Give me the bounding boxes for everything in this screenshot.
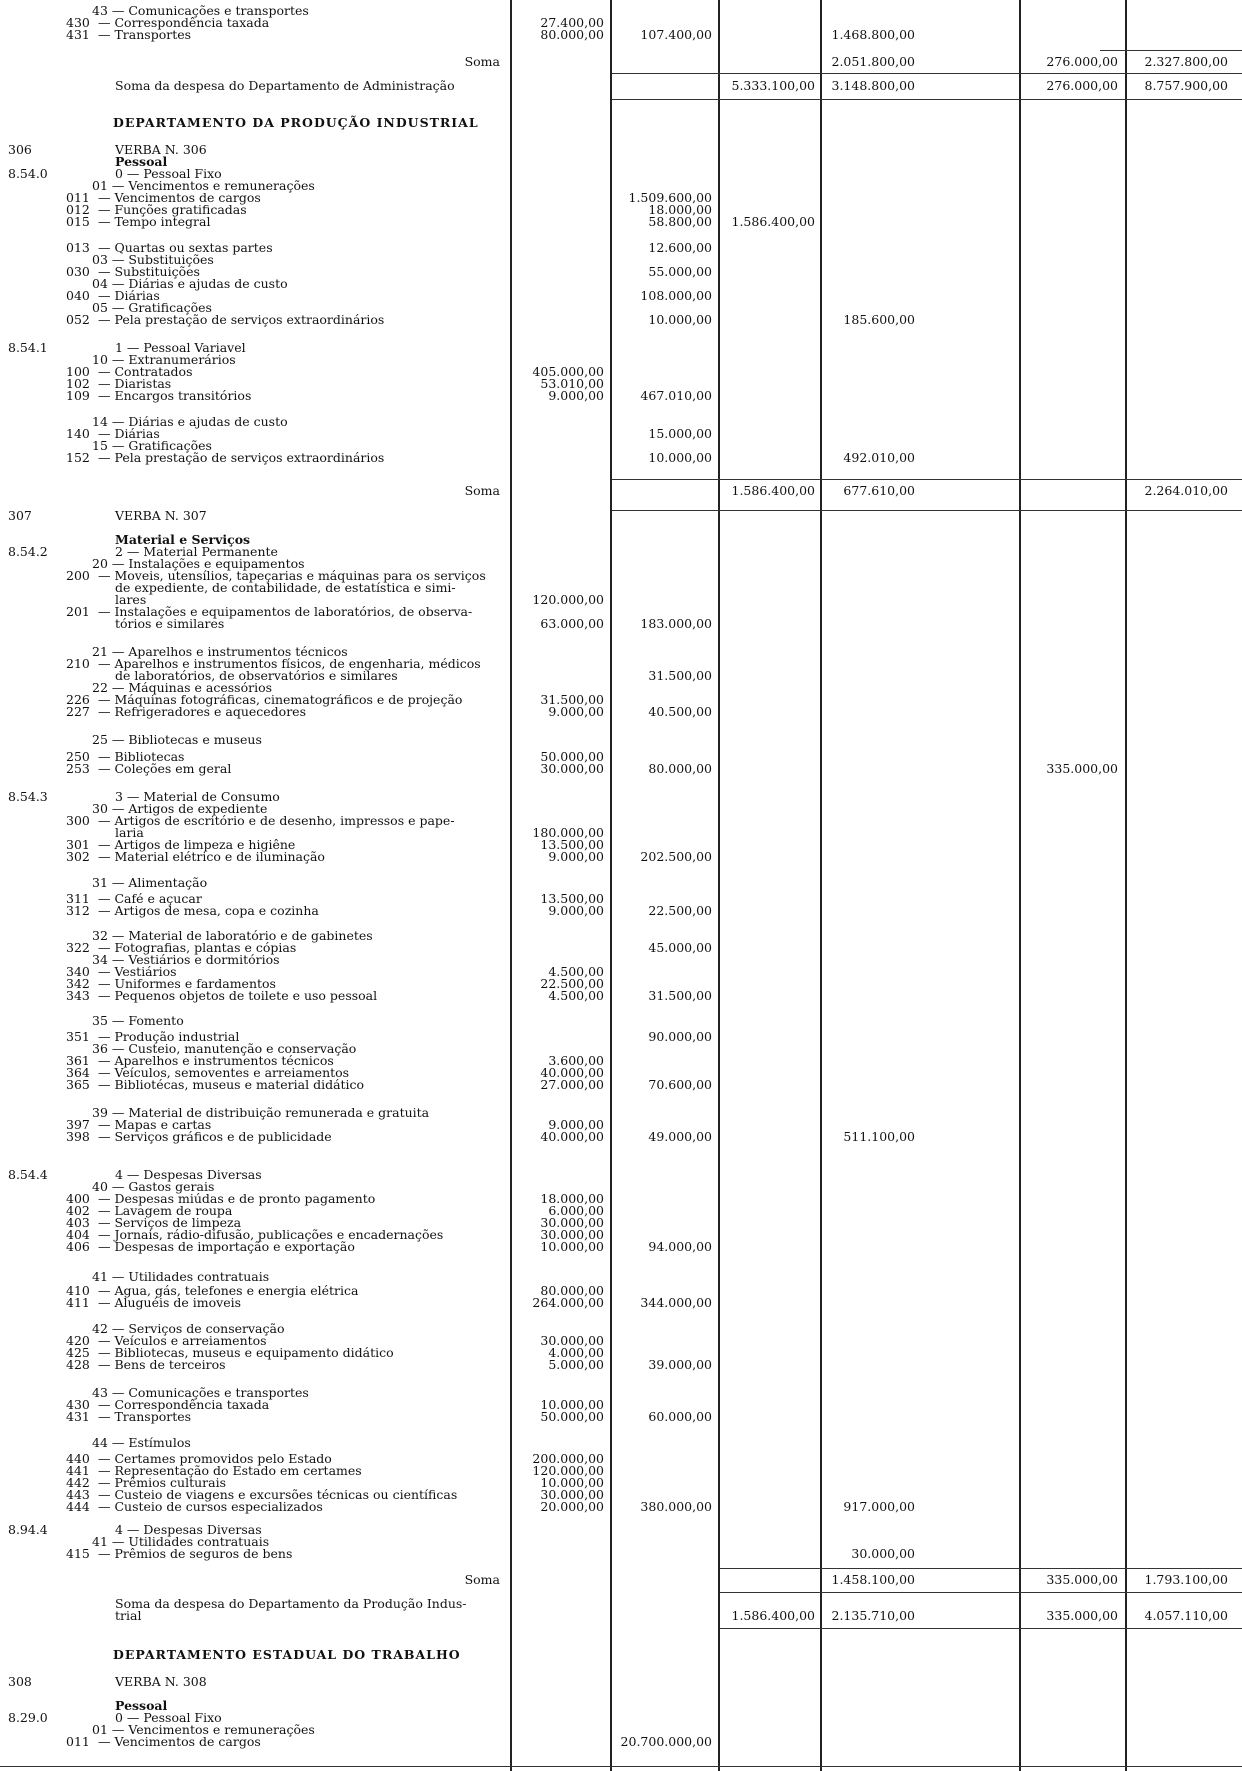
line-item-label: — Bibliotecas, museus e equipamento didático: [98, 1345, 394, 1360]
line-item-label: 31 — Alimentação: [92, 875, 208, 890]
item-number: 364: [66, 1065, 90, 1080]
line-item-label: de laboratórios, de observatórios e similares: [115, 668, 398, 683]
amount-c4: 3.148.800,00: [831, 78, 915, 93]
item-number: 403: [66, 1215, 90, 1230]
amount-c1: 40.000,00: [540, 1065, 604, 1080]
line-item-label: 03 — Substituições: [92, 252, 214, 267]
line-item-label: — Uniformes e fardamentos: [98, 976, 276, 991]
line-item-label: — Café e açucar: [98, 891, 202, 906]
amount-c5: 276.000,00: [1046, 78, 1118, 93]
item-number: 210: [66, 656, 90, 671]
item-number: 040: [66, 288, 90, 303]
line-item-label: lares: [115, 592, 147, 607]
amount-c1: 31.500,00: [540, 692, 604, 707]
amount-c2: 202.500,00: [640, 849, 712, 864]
item-number: 302: [66, 849, 90, 864]
item-number: 343: [66, 988, 90, 1003]
amount-c1: 53.010,00: [540, 376, 604, 391]
amount-c1: 9.000,00: [548, 704, 604, 719]
department-heading: DEPARTAMENTO ESTADUAL DO TRABALHO: [113, 1647, 461, 1662]
subtotal-label: Soma: [464, 54, 500, 69]
item-number: 441: [66, 1463, 90, 1478]
line-item-label: — Bibliotecas: [98, 749, 185, 764]
item-number: 011: [66, 1734, 90, 1749]
line-item-label: — Diárias: [98, 288, 160, 303]
item-number: 013: [66, 240, 90, 255]
amount-c5: 335.000,00: [1046, 1608, 1118, 1623]
amount-c1: 120.000,00: [532, 592, 604, 607]
line-item-label: — Custeio de cursos especializados: [98, 1499, 323, 1514]
amount-c5: 335.000,00: [1046, 1572, 1118, 1587]
amount-c2: 31.500,00: [648, 668, 712, 683]
amount-c3: 1.586.400,00: [731, 214, 815, 229]
line-item-label: — Diárias: [98, 426, 160, 441]
line-item-label: — Artigos de mesa, copa e cozinha: [98, 903, 319, 918]
amount-c1: 30.000,00: [540, 1227, 604, 1242]
line-item-label: — Custeio de viagens e excursões técnicas ou científicas: [98, 1487, 458, 1502]
line-item-label: — Prêmios culturais: [98, 1475, 226, 1490]
separator-rule: [612, 510, 1242, 511]
amount-c1: 80.000,00: [540, 27, 604, 42]
amount-c5: 276.000,00: [1046, 54, 1118, 69]
line-item-label: 1 — Pessoal Variavel: [115, 340, 246, 355]
item-number: 109: [66, 388, 90, 403]
item-number: 420: [66, 1333, 90, 1348]
line-item-label: 44 — Estímulos: [92, 1435, 191, 1450]
line-item-label: 14 — Diárias e ajudas de custo: [92, 414, 288, 429]
amount-c1: 180.000,00: [532, 825, 604, 840]
amount-c1: 30.000,00: [540, 761, 604, 776]
line-item-label: Pessoal: [115, 1698, 168, 1713]
amount-c2: 60.000,00: [648, 1409, 712, 1424]
line-item-label: 25 — Bibliotecas e museus: [92, 732, 262, 747]
line-item-label: — Bibliotécas, museus e material didático: [98, 1077, 365, 1092]
item-number: 415: [66, 1546, 90, 1561]
line-item-label: — Pequenos objetos de toilete e uso pessoal: [98, 988, 378, 1003]
line-item-label: 4 — Despesas Diversas: [115, 1522, 262, 1537]
line-item-label: 2 — Material Permanente: [115, 544, 278, 559]
item-number: 102: [66, 376, 90, 391]
amount-c1: 6.000,00: [548, 1203, 604, 1218]
amount-c2: 10.000,00: [648, 312, 712, 327]
item-number: 226: [66, 692, 90, 707]
amount-c1: 63.000,00: [540, 616, 604, 631]
item-number: 404: [66, 1227, 90, 1242]
line-item-label: — Aluguéis de imoveis: [98, 1295, 242, 1310]
code-label: 8.54.2: [8, 544, 48, 559]
item-number: 440: [66, 1451, 90, 1466]
line-item-label: — Pela prestação de serviços extraordinários: [98, 450, 385, 465]
amount-c4: 917.000,00: [843, 1499, 915, 1514]
line-item-label: — Moveis, utensílios, tapeçarias e máquinas para os serviços: [98, 568, 486, 583]
line-item-label: 15 — Gratificações: [92, 438, 212, 453]
column-rule: [718, 0, 720, 1771]
line-item-label: — Vencimentos de cargos: [98, 190, 261, 205]
item-number: 431: [66, 1409, 90, 1424]
line-item-label: 43 — Comunicações e transportes: [92, 1385, 309, 1400]
amount-c4: 2.051.800,00: [831, 54, 915, 69]
item-number: 400: [66, 1191, 90, 1206]
item-number: 322: [66, 940, 90, 955]
line-item-label: — Encargos transitórios: [98, 388, 252, 403]
amount-c1: 10.000,00: [540, 1475, 604, 1490]
amount-c1: 80.000,00: [540, 1283, 604, 1298]
line-item-label: de expediente, de contabilidade, de estatística e simi-: [115, 580, 456, 595]
amount-c2: 344.000,00: [640, 1295, 712, 1310]
item-number: 444: [66, 1499, 90, 1514]
line-item-label: — Aparelhos e instrumentos técnicos: [98, 1053, 334, 1068]
amount-c2: 90.000,00: [648, 1029, 712, 1044]
line-item-label: — Refrigeradores e aquecedores: [98, 704, 306, 719]
item-number: 398: [66, 1129, 90, 1144]
amount-c2: 94.000,00: [648, 1239, 712, 1254]
item-number: 431: [66, 27, 90, 42]
line-item-label: 3 — Material de Consumo: [115, 789, 280, 804]
line-item-label: — Vencimentos de cargos: [98, 1734, 261, 1749]
line-item-label: — Funções gratificadas: [98, 202, 247, 217]
line-item-label: 41 — Utilidades contratuais: [92, 1269, 270, 1284]
item-number: 425: [66, 1345, 90, 1360]
line-item-label: — Serviços gráficos e de publicidade: [98, 1129, 332, 1144]
line-item-label: VERBA N. 306: [115, 142, 207, 157]
amount-c1: 4.500,00: [548, 988, 604, 1003]
amount-c1: 13.500,00: [540, 891, 604, 906]
amount-c5: 335.000,00: [1046, 761, 1118, 776]
line-item-label: — Instalações e equipamentos de laboratórios, de observa-: [98, 604, 473, 619]
line-item-label: — Correspondência taxada: [98, 1397, 270, 1412]
line-item-label: Material e Serviços: [115, 532, 251, 547]
item-number: 411: [66, 1295, 90, 1310]
line-item-label: 04 — Diárias e ajudas de custo: [92, 276, 288, 291]
amount-c2: 15.000,00: [648, 426, 712, 441]
amount-c2: 39.000,00: [648, 1357, 712, 1372]
line-item-label: — Prêmios de seguros de bens: [98, 1546, 293, 1561]
line-item-label: — Lavagem de roupa: [98, 1203, 233, 1218]
column-rule: [1019, 0, 1021, 1771]
amount-c1: 30.000,00: [540, 1487, 604, 1502]
separator-rule: [720, 1592, 1242, 1593]
separator-rule: [0, 1766, 1242, 1767]
line-item-label: — Material elétrico e de iluminação: [98, 849, 325, 864]
line-item-label: 01 — Vencimentos e remunerações: [92, 1722, 315, 1737]
amount-c1: 50.000,00: [540, 749, 604, 764]
item-number: 200: [66, 568, 90, 583]
amount-c1: 18.000,00: [540, 1191, 604, 1206]
line-item-label: Pessoal: [115, 154, 168, 169]
item-number: 015: [66, 214, 90, 229]
line-item-label: 01 — Vencimentos e remunerações: [92, 178, 315, 193]
item-number: 428: [66, 1357, 90, 1372]
item-number: 152: [66, 450, 90, 465]
line-item-label: — Certames promovidos pelo Estado: [98, 1451, 332, 1466]
subtotal-label: Soma: [464, 483, 500, 498]
line-item-label: — Veículos, semoventes e arreiamentos: [98, 1065, 350, 1080]
amount-c1: 40.000,00: [540, 1129, 604, 1144]
item-number: 397: [66, 1117, 90, 1132]
amount-c2: 10.000,00: [648, 450, 712, 465]
line-item-label: — Transportes: [98, 1409, 192, 1424]
line-item-label: 40 — Gastos gerais: [92, 1179, 215, 1194]
item-number: 300: [66, 813, 90, 828]
line-item-label: 0 — Pessoal Fixo: [115, 166, 222, 181]
amount-c1: 30.000,00: [540, 1333, 604, 1348]
amount-c1: 405.000,00: [532, 364, 604, 379]
amount-c2: 12.600,00: [648, 240, 712, 255]
item-number: 140: [66, 426, 90, 441]
amount-c1: 10.000,00: [540, 1239, 604, 1254]
line-item-label: — Jornais, rádio-difusão, publicações e encadernações: [98, 1227, 444, 1242]
amount-c4: 2.135.710,00: [831, 1608, 915, 1623]
item-number: 430: [66, 15, 90, 30]
line-item-label: — Artigos de escritório e de desenho, impressos e pape-: [98, 813, 455, 828]
line-item-label: — Substituições: [98, 264, 200, 279]
line-item-label: — Correspondência taxada: [98, 15, 270, 30]
amount-c3: 1.586.400,00: [731, 1608, 815, 1623]
amount-c4: 30.000,00: [851, 1546, 915, 1561]
amount-c1: 200.000,00: [532, 1451, 604, 1466]
code-label: 8.29.0: [8, 1710, 48, 1725]
amount-c1: 27.000,00: [540, 1077, 604, 1092]
item-number: 406: [66, 1239, 90, 1254]
column-rule: [1125, 0, 1127, 1771]
item-number: 100: [66, 364, 90, 379]
line-item-label: — Representação do Estado em certames: [98, 1463, 362, 1478]
item-number: 012: [66, 202, 90, 217]
amount-c2: 18.000,00: [648, 202, 712, 217]
amount-c1: 9.000,00: [548, 849, 604, 864]
item-number: 301: [66, 837, 90, 852]
line-item-label: — Agua, gás, telefones e energia elétrica: [98, 1283, 359, 1298]
line-item-label: Soma da despesa do Departamento da Produção Indus-: [115, 1596, 467, 1611]
line-item-label: — Pela prestação de serviços extraordinários: [98, 312, 385, 327]
amount-c1: 22.500,00: [540, 976, 604, 991]
line-item-label: — Veículos e arreiamentos: [98, 1333, 267, 1348]
line-item-label: — Vestiários: [98, 964, 177, 979]
amount-c2: 22.500,00: [648, 903, 712, 918]
item-number: 312: [66, 903, 90, 918]
amount-c4: 1.468.800,00: [831, 27, 915, 42]
amount-c4: 1.458.100,00: [831, 1572, 915, 1587]
line-item-label: 41 — Utilidades contratuais: [92, 1534, 270, 1549]
amount-c1: 50.000,00: [540, 1409, 604, 1424]
line-item-label: 22 — Máquinas e acessórios: [92, 680, 273, 695]
line-item-label: Soma da despesa do Departamento de Administração: [115, 78, 455, 93]
department-heading: DEPARTAMENTO DA PRODUÇÃO INDUSTRIAL: [113, 115, 479, 130]
amount-c2: 49.000,00: [648, 1129, 712, 1144]
item-number: 253: [66, 761, 90, 776]
amount-c1: 20.000,00: [540, 1499, 604, 1514]
item-number: 442: [66, 1475, 90, 1490]
line-item-label: 35 — Fomento: [92, 1013, 184, 1028]
amount-c4: 185.600,00: [843, 312, 915, 327]
amount-c1: 10.000,00: [540, 1397, 604, 1412]
separator-rule: [612, 479, 1242, 480]
amount-c2: 58.800,00: [648, 214, 712, 229]
amount-c1: 4.500,00: [548, 964, 604, 979]
line-item-label: — Aparelhos e instrumentos físicos, de engenharia, médicos: [98, 656, 481, 671]
item-number: 011: [66, 190, 90, 205]
amount-c3: 1.586.400,00: [731, 483, 815, 498]
amount-c2: 183.000,00: [640, 616, 712, 631]
item-number: 227: [66, 704, 90, 719]
code-label: 8.54.1: [8, 340, 48, 355]
line-item-label: 30 — Artigos de expediente: [92, 801, 268, 816]
amount-c1: 27.400,00: [540, 15, 604, 30]
item-number: 311: [66, 891, 90, 906]
line-item-label: laria: [115, 825, 144, 840]
line-item-label: trial: [115, 1608, 142, 1623]
line-item-label: — Produção industrial: [98, 1029, 240, 1044]
line-item-label: 4 — Despesas Diversas: [115, 1167, 262, 1182]
amount-c6: 2.264.010,00: [1144, 483, 1228, 498]
item-number: 402: [66, 1203, 90, 1218]
line-item-label: — Diaristas: [98, 376, 172, 391]
code-label: 8.54.0: [8, 166, 48, 181]
amount-c1: 9.000,00: [548, 1117, 604, 1132]
amount-c4: 677.610,00: [843, 483, 915, 498]
subtotal-label: Soma: [464, 1572, 500, 1587]
code-label: 306: [8, 142, 32, 157]
amount-c1: 4.000,00: [548, 1345, 604, 1360]
line-item-label: 42 — Serviços de conservação: [92, 1321, 285, 1336]
line-item-label: 34 — Vestiários e dormitórios: [92, 952, 280, 967]
line-item-label: — Despesas miúdas e de pronto pagamento: [98, 1191, 376, 1206]
amount-c2: 20.700.000,00: [620, 1734, 712, 1749]
line-item-label: — Bens de terceiros: [98, 1357, 226, 1372]
amount-c4: 492.010,00: [843, 450, 915, 465]
line-item-label: 36 — Custeio, manutenção e conservação: [92, 1041, 357, 1056]
amount-c2: 1.509.600,00: [628, 190, 712, 205]
line-item-label: — Artigos de limpeza e higiêne: [98, 837, 296, 852]
separator-rule: [612, 99, 1242, 100]
line-item-label: — Contratados: [98, 364, 193, 379]
amount-c2: 55.000,00: [648, 264, 712, 279]
code-label: 8.54.4: [8, 1167, 48, 1182]
line-item-label: — Quartas ou sextas partes: [98, 240, 273, 255]
line-item-label: 0 — Pessoal Fixo: [115, 1710, 222, 1725]
item-number: 410: [66, 1283, 90, 1298]
amount-c3: 5.333.100,00: [731, 78, 815, 93]
line-item-label: 21 — Aparelhos e instrumentos técnicos: [92, 644, 348, 659]
line-item-label: — Transportes: [98, 27, 192, 42]
separator-rule: [612, 73, 1242, 74]
amount-c2: 70.600,00: [648, 1077, 712, 1092]
line-item-label: — Mapas e cartas: [98, 1117, 212, 1132]
item-number: 340: [66, 964, 90, 979]
item-number: 351: [66, 1029, 90, 1044]
item-number: 342: [66, 976, 90, 991]
line-item-label: VERBA N. 308: [115, 1674, 207, 1689]
separator-rule: [720, 1628, 1242, 1629]
amount-c6: 2.327.800,00: [1144, 54, 1228, 69]
amount-c2: 107.400,00: [640, 27, 712, 42]
amount-c1: 13.500,00: [540, 837, 604, 852]
line-item-label: 10 — Extranumerários: [92, 352, 236, 367]
amount-c2: 31.500,00: [648, 988, 712, 1003]
code-label: 307: [8, 508, 32, 523]
amount-c2: 45.000,00: [648, 940, 712, 955]
item-number: 361: [66, 1053, 90, 1068]
item-number: 250: [66, 749, 90, 764]
amount-c6: 4.057.110,00: [1144, 1608, 1228, 1623]
line-item-label: VERBA N. 307: [115, 508, 207, 523]
amount-c4: 511.100,00: [843, 1129, 915, 1144]
amount-c2: 80.000,00: [648, 761, 712, 776]
item-number: 365: [66, 1077, 90, 1092]
line-item-label: 32 — Material de laboratório e de gabinetes: [92, 928, 373, 943]
amount-c1: 264.000,00: [532, 1295, 604, 1310]
line-item-label: tórios e similares: [115, 616, 225, 631]
line-item-label: 39 — Material de distribuição remunerada e gratuita: [92, 1105, 430, 1120]
line-item-label: — Despesas de importação e exportação: [98, 1239, 355, 1254]
amount-c1: 9.000,00: [548, 903, 604, 918]
line-item-label: — Máquinas fotográficas, cinematográficos e de projeção: [98, 692, 463, 707]
amount-c1: 5.000,00: [548, 1357, 604, 1372]
amount-c2: 40.500,00: [648, 704, 712, 719]
line-item-label: — Fotografias, plantas e cópias: [98, 940, 297, 955]
separator-rule: [1100, 50, 1242, 51]
amount-c6: 1.793.100,00: [1144, 1572, 1228, 1587]
amount-c1: 3.600,00: [548, 1053, 604, 1068]
amount-c6: 8.757.900,00: [1144, 78, 1228, 93]
separator-rule: [720, 1568, 1242, 1569]
line-item-label: — Coleções em geral: [98, 761, 232, 776]
item-number: 201: [66, 604, 90, 619]
amount-c2: 467.010,00: [640, 388, 712, 403]
item-number: 430: [66, 1397, 90, 1412]
code-label: 308: [8, 1674, 32, 1689]
item-number: 052: [66, 312, 90, 327]
amount-c1: 120.000,00: [532, 1463, 604, 1478]
code-label: 8.94.4: [8, 1522, 48, 1537]
line-item-label: — Tempo integral: [98, 214, 211, 229]
line-item-label: — Serviços de limpeza: [98, 1215, 242, 1230]
line-item-label: 43 — Comunicações e transportes: [92, 3, 309, 18]
code-label: 8.54.3: [8, 789, 48, 804]
amount-c2: 108.000,00: [640, 288, 712, 303]
item-number: 030: [66, 264, 90, 279]
line-item-label: 05 — Gratificações: [92, 300, 212, 315]
amount-c1: 30.000,00: [540, 1215, 604, 1230]
amount-c2: 380.000,00: [640, 1499, 712, 1514]
line-item-label: 20 — Instalações e equipamentos: [92, 556, 305, 571]
amount-c1: 9.000,00: [548, 388, 604, 403]
item-number: 443: [66, 1487, 90, 1502]
